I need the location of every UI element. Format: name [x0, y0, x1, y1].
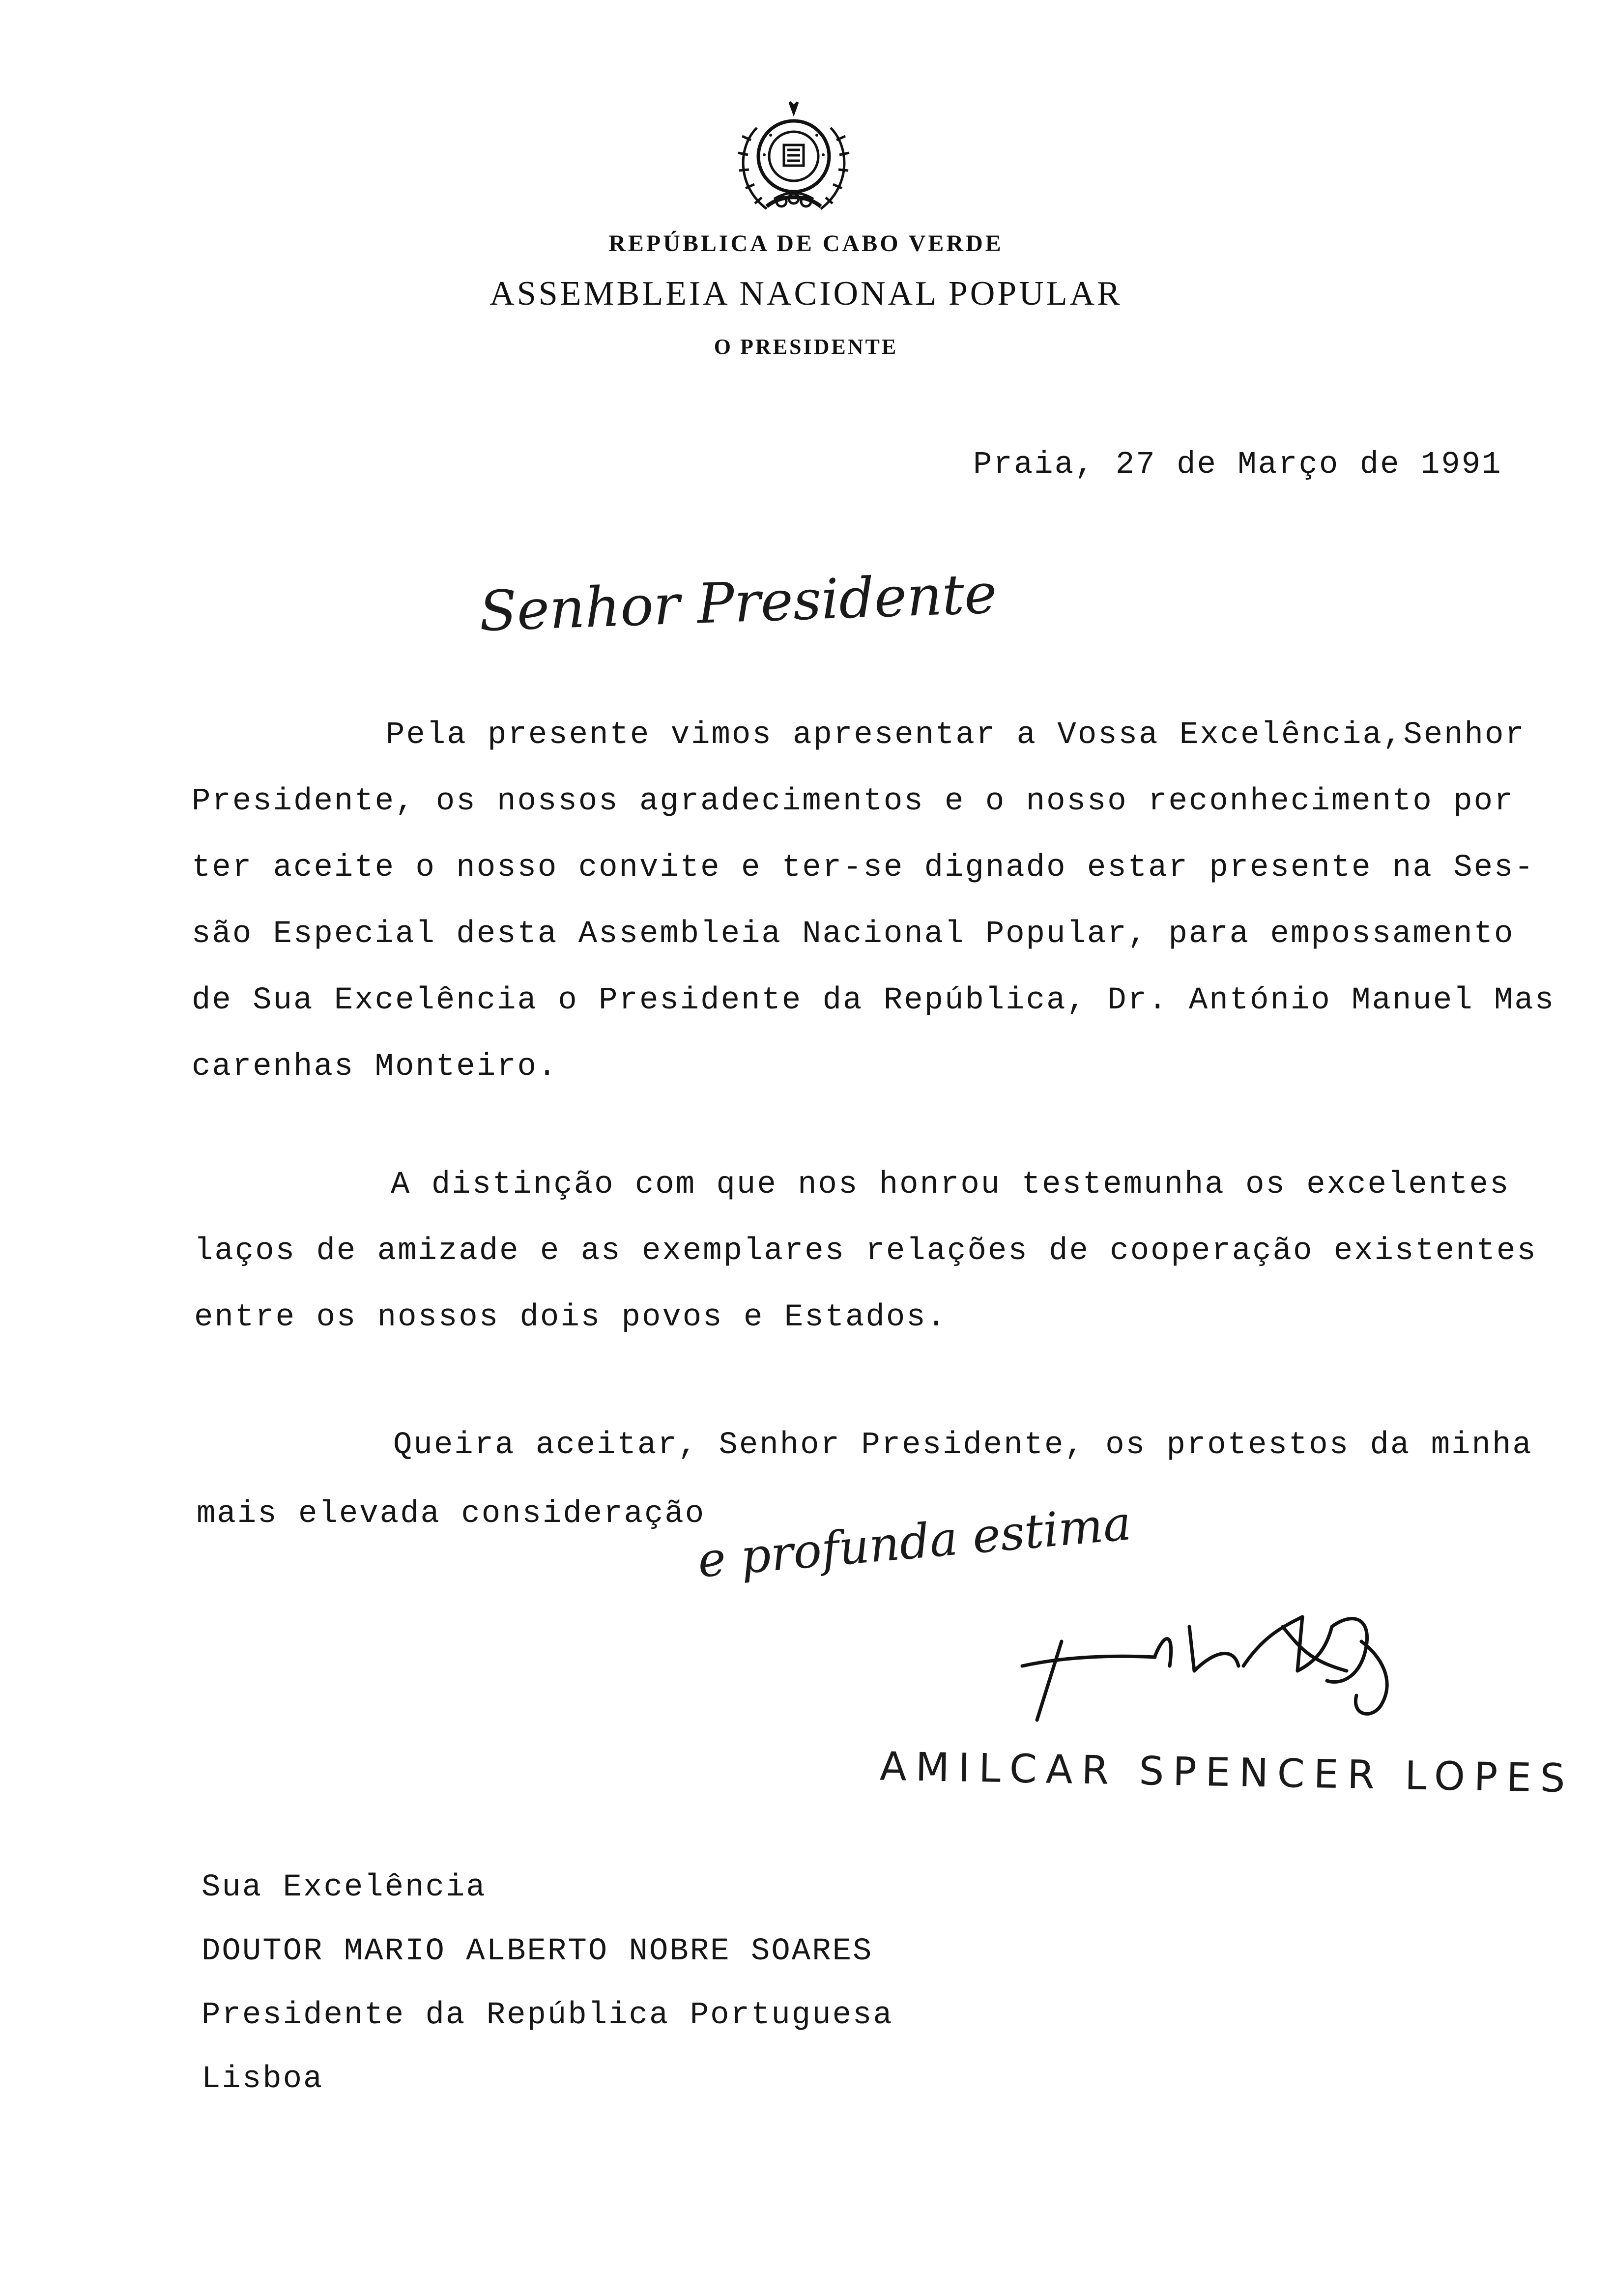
- office-title: O PRESIDENTE: [714, 335, 898, 359]
- republic-name: REPÚBLICA DE CABO VERDE: [608, 230, 1004, 257]
- body-line: A distinção com que nos honrou testemunha os excelentes: [391, 1167, 1510, 1203]
- body-line: de Sua Excelência o Presidente da República, Dr. António Manuel Mas: [192, 983, 1555, 1018]
- body-line: são Especial desta Assembleia Nacional Popular, para empossamento: [192, 917, 1515, 952]
- body-line: Pela presente vimos apresentar a Vossa Excelência,Senhor: [386, 718, 1526, 753]
- assembly-name: ASSEMBLEIA NACIONAL POPULAR: [489, 275, 1123, 313]
- addressee-line: DOUTOR MARIO ALBERTO NOBRE SOARES: [202, 1934, 873, 1969]
- handwritten-closing: e profunda estima: [695, 1495, 1133, 1588]
- addressee-line: Lisboa: [202, 2062, 324, 2097]
- body-line: mais elevada consideração: [197, 1496, 706, 1532]
- body-line: Presidente, os nossos agradecimentos e o nosso reconhecimento por: [192, 784, 1515, 819]
- handwritten-signature-icon: [1008, 1597, 1410, 1725]
- addressee-line: Presidente da República Portuguesa: [202, 1998, 893, 2033]
- body-line: carenhas Monteiro.: [192, 1049, 558, 1085]
- handwritten-salutation: Senhor Presidente: [478, 562, 998, 644]
- body-line: ter aceite o nosso convite e ter-se dignado estar presente na Ses-: [192, 850, 1535, 886]
- addressee-line: Sua Excelência: [202, 1870, 487, 1905]
- signatory-printed-name: AMILCAR SPENCER LOPES: [879, 1743, 1575, 1802]
- date-line: Praia, 27 de Março de 1991: [973, 447, 1502, 483]
- coat-of-arms-icon: [727, 93, 860, 226]
- body-line: entre os nossos dois povos e Estados.: [194, 1300, 948, 1335]
- body-line: Queira aceitar, Senhor Presidente, os protestos da minha: [393, 1428, 1533, 1463]
- body-line: laços de amizade e as exemplares relações de cooperação existentes: [194, 1234, 1537, 1269]
